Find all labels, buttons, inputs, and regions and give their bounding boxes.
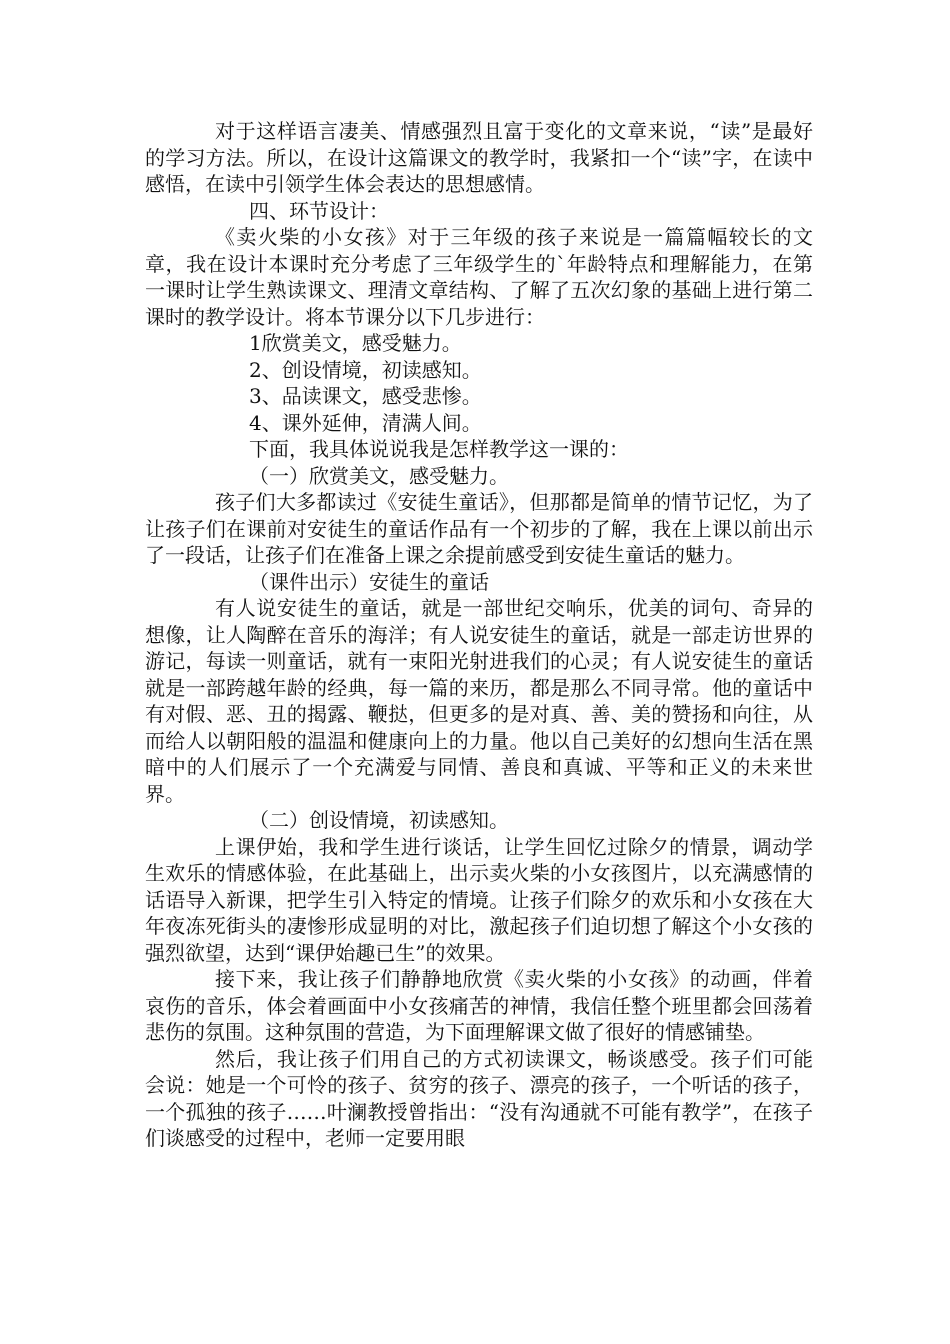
subheading-one: （一）欣赏美文，感受魅力。 (249, 463, 509, 488)
section-heading-design: 四、环节设计： (249, 198, 389, 223)
step-item-3: 3、品读课文，感受悲惨。 (249, 384, 482, 408)
courseware-caption: （课件出示）安徒生的童话 (249, 569, 489, 594)
paragraph-animation: 接下来，我让孩子们静静地欣赏《卖火柴的小女孩》的动画，伴着哀伤的音乐，体会着画面中小女孩痛苦的神情，我信任整个班里都会回荡着悲伤的氛围。这种氛围的营造，为下面理解课文做了很好的情感铺垫。 (145, 967, 813, 1044)
paragraph-class-opening: 上课伊始，我和学生进行谈话，让学生回忆过除夕的情景，调动学生欢乐的情感体验，在此基础上，出示卖火柴的小女孩图片，以充满感情的话语导入新课，把学生引入特定的情境。让孩子们除夕的欢乐和小女孩在大年夜冻死街头的凄惨形成显明的对比，激起孩子们迫切想了解这个小女孩的强烈欲望，达到“课伊始趣已生”的效果。 (145, 834, 813, 965)
step-item-2: 2、创设情境，初读感知。 (249, 357, 482, 382)
step-item-4: 4、课外延伸，清满人间。 (249, 410, 482, 435)
step-item-1: 1欣赏美文，感受魅力。 (249, 331, 462, 355)
paragraph-design-intro: 《卖火柴的小女孩》对于三年级的孩子来说是一篇篇幅较长的文章，我在设计本课时充分考虑了三年级学生的`年龄特点和理解能力，在第一课时让学生熟读课文、理清文章结构、了解了五次幻象的基础上进行第二课时的教学设计。将本节课分以下几步进行： (145, 225, 813, 329)
subheading-two: （二）创设情境，初读感知。 (249, 808, 509, 832)
paragraph-transition: 下面，我具体说说我是怎样教学这一课的： (249, 437, 629, 461)
paragraph-andersen-quote: 有人说安徒生的童话，就是一部世纪交响乐，优美的词句、奇异的想像，让人陶醉在音乐的海洋；有人说安徒生的童话，就是一部走访世界的游记，每读一则童话，就有一束阳光射进我们的心灵；有人说安徒生的童话就是一部跨越年龄的经典，每一篇的来历，都是那么不同寻常。他的童话中有对假、恶、丑的揭露、鞭挞，但更多的是对真、善、美的赞扬和向往，从而给人以朝阳般的温温和健康向上的力量。他以自己美好的幻想向生活在黑暗中的人们展示了一个充满爱与同情、善良和真诚、平等和正义的未来世界。 (145, 596, 813, 806)
paragraph-first-reading: 然后，我让孩子们用自己的方式初读课文，畅谈感受。孩子们可能会说：她是一个可怜的孩子、贫穷的孩子、漂亮的孩子，一个听话的孩子，一个孤独的孩子……叶澜教授曾指出：“没有沟通就不可能有教学”，在孩子们谈感受的过程中，老师一定要用眼 (145, 1046, 813, 1150)
paragraph-reading-method: 对于这样语言凄美、情感强烈且富于变化的文章来说，“读”是最好的学习方法。所以，在设计这篇课文的教学时，我紧扣一个“读”字，在读中感悟，在读中引领学生体会表达的思想感情。 (145, 119, 813, 196)
document-body (145, 118, 813, 1152)
paragraph-andersen-intro: 孩子们大多都读过《安徒生童话》，但那都是简单的情节记忆，为了让孩子们在课前对安徒生的童话作品有一个初步的了解，我在上课以前出示了一段话，让孩子们在准备上课之余提前感受到安徒生童话的魅力。 (145, 490, 813, 567)
